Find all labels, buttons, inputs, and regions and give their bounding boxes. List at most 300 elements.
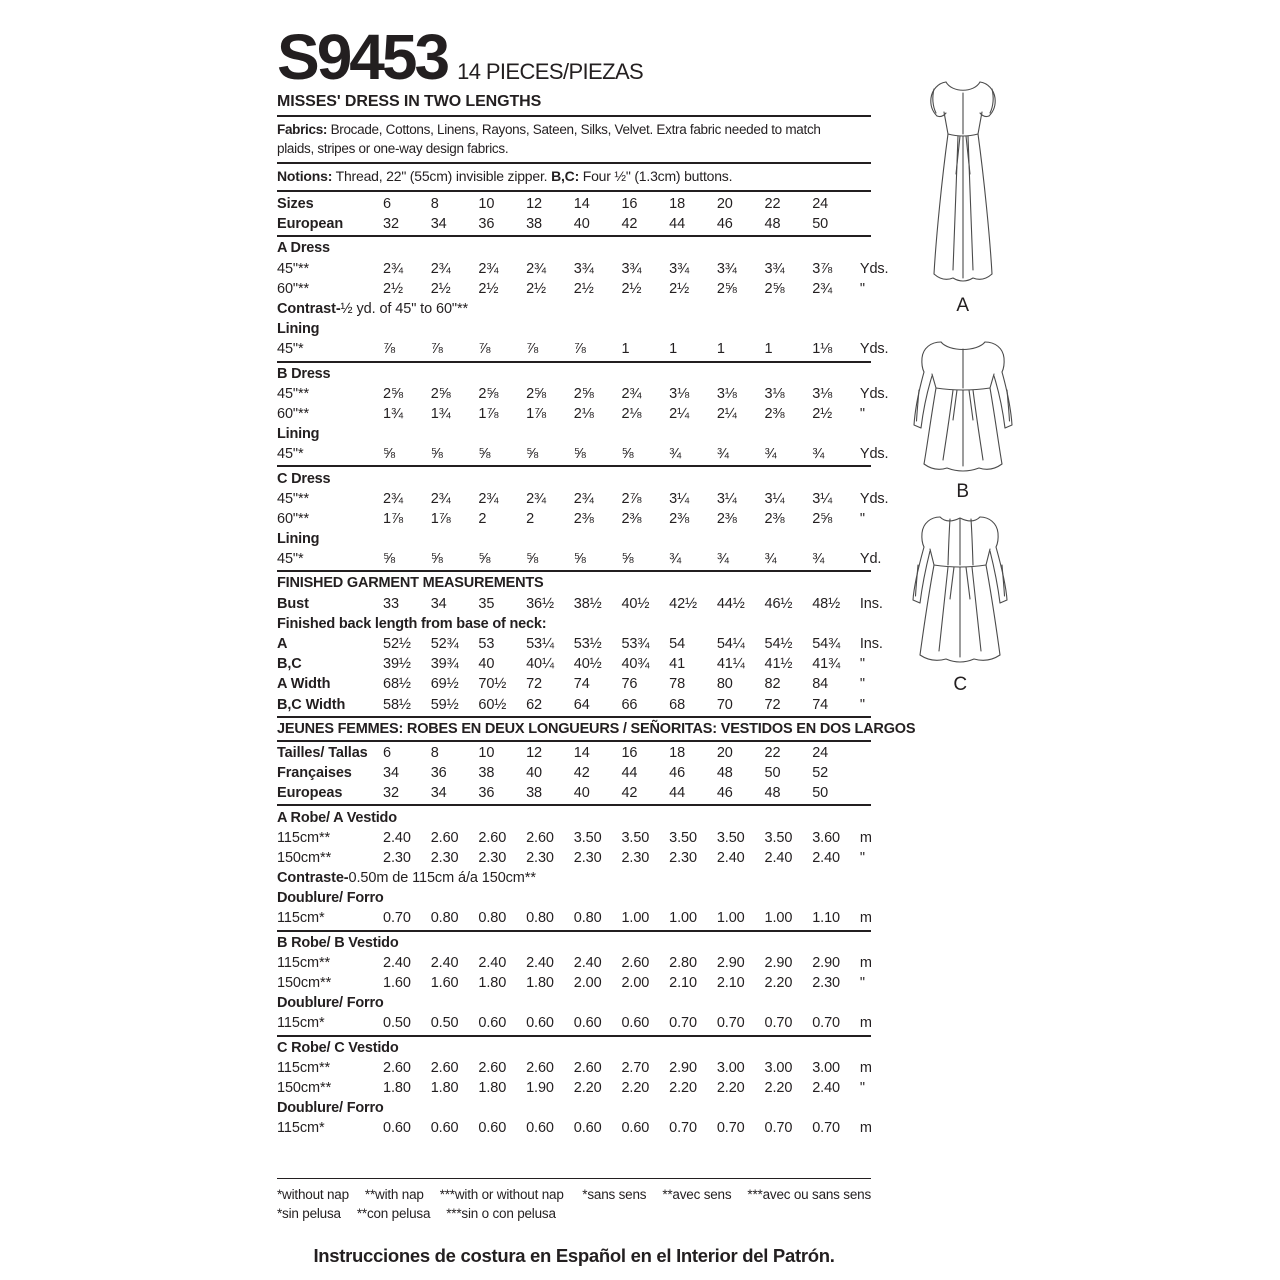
table-cell: 1.00	[764, 910, 793, 927]
table-cell: 2.40	[383, 829, 411, 846]
table-cell: 2⅞	[621, 490, 642, 507]
table-cell: 42	[621, 216, 638, 233]
table-cell: 50	[764, 765, 781, 782]
table-cell: 0.60	[621, 1120, 650, 1137]
table-cell: 2.40	[573, 954, 602, 971]
section-heading: Lining	[277, 531, 320, 548]
unit-cell: "	[859, 656, 865, 673]
table-cell: 39¾	[430, 656, 459, 673]
table-cell: 3¾	[716, 260, 737, 277]
table-row	[277, 654, 871, 674]
table-cell: 1	[669, 341, 678, 358]
table-cell: 76	[621, 676, 638, 693]
table-cell: 54¼	[716, 636, 745, 653]
table-cell: 0.80	[573, 910, 602, 927]
section-heading: Lining	[277, 426, 320, 443]
table-cell: 0.60	[383, 1120, 411, 1137]
table-cell: ¾	[716, 446, 729, 463]
table-cell: 2⅜	[716, 510, 737, 527]
table-cell: 2¾	[526, 260, 547, 277]
table-cell: 41	[669, 656, 686, 673]
table-cell: 10	[478, 196, 495, 213]
table-cell: 40	[478, 656, 495, 673]
table-cell: 48½	[812, 595, 841, 612]
table-cell: 72	[764, 696, 781, 713]
table-cell: 2.00	[621, 975, 650, 992]
table-cell: 33	[383, 595, 399, 612]
table-cell: 2¾	[621, 385, 642, 402]
table-cell: 6	[383, 196, 391, 213]
table-cell: 2.40	[430, 954, 459, 971]
fabrics-line1: Fabrics: Brocade, Cottons, Linens, Rayons, Sateen, Silks, Velvet. Extra fabric needed to match	[277, 122, 821, 137]
table-cell: 44	[621, 765, 638, 782]
table-cell: ⅝	[383, 446, 395, 463]
table-cell: 22	[764, 196, 781, 213]
table-cell: 3.50	[573, 829, 602, 846]
table-row	[277, 1078, 871, 1098]
unit-cell: m	[859, 910, 872, 927]
unit-cell: Yds.	[859, 341, 889, 358]
table-cell: 14	[573, 196, 590, 213]
footnote-item: **avec sens	[662, 1187, 732, 1203]
table-cell: 2.00	[573, 975, 602, 992]
table-cell: 2.60	[478, 829, 507, 846]
table-cell: 36	[430, 765, 447, 782]
table-cell: 16	[621, 196, 638, 213]
dress-c-illustration	[893, 503, 1028, 671]
table-cell: 2.60	[478, 1059, 507, 1076]
section-heading: C Dress	[277, 470, 331, 487]
table-cell: 53	[478, 636, 495, 653]
table-cell: 2.30	[669, 849, 697, 866]
table-cell: 2.20	[764, 1079, 793, 1096]
table-row	[277, 1013, 871, 1033]
table-cell: 52¾	[430, 636, 459, 653]
table-cell: 0.60	[573, 1015, 602, 1032]
table-cell: 42½	[669, 595, 698, 612]
table-cell: 0.60	[478, 1015, 507, 1032]
row-label: 45"**	[277, 260, 310, 277]
table-cell: ⅝	[621, 551, 634, 568]
table-cell: ¾	[716, 551, 729, 568]
section-heading: C Robe/ C Vestido	[277, 1039, 399, 1056]
table-cell: 39½	[383, 656, 411, 673]
unit-cell: m	[859, 1015, 872, 1032]
table-cell: 2¾	[383, 260, 403, 277]
row-label: 60"**	[277, 280, 310, 297]
table-cell: 82	[764, 676, 781, 693]
table-cell: 48	[764, 785, 781, 802]
pattern-number: S9453	[277, 21, 448, 93]
table-cell: 54	[669, 636, 686, 653]
section-heading: A Dress	[277, 240, 330, 257]
row-label: 45"*	[277, 341, 304, 358]
table-cell: 50	[812, 216, 829, 233]
table-cell: 1.90	[526, 1079, 554, 1096]
notions-bc-label: B,C:	[551, 168, 580, 184]
table-cell: 1.60	[383, 975, 411, 992]
table-cell: 3.60	[812, 829, 841, 846]
table-cell: 2½	[430, 280, 451, 297]
table-cell: 60½	[478, 696, 507, 713]
table-cell: ⅝	[573, 551, 586, 568]
table-cell: ⅝	[478, 446, 491, 463]
section-heading: B Dress	[277, 365, 331, 382]
table-cell: 72	[526, 676, 542, 693]
pattern-envelope-back	[277, 21, 916, 1267]
unit-cell: "	[859, 696, 865, 713]
table-cell: 2.20	[573, 1079, 602, 1096]
table-cell: 32	[383, 216, 399, 233]
table-cell: 20	[716, 744, 733, 761]
table-cell: 44	[669, 216, 686, 233]
section-divider	[277, 465, 871, 467]
table-cell: 2¾	[573, 490, 594, 507]
table-cell: 3.00	[716, 1059, 745, 1076]
table-cell: 0.50	[383, 1015, 411, 1032]
row-label: 150cm**	[277, 849, 332, 866]
table-row	[277, 1058, 871, 1078]
table-cell: 24	[812, 196, 829, 213]
table-cell: 48	[716, 765, 733, 782]
table-cell: 1¾	[383, 405, 403, 422]
table-cell: 3⅛	[669, 385, 690, 402]
section-heading: Doublure/ Forro	[277, 890, 384, 907]
table-cell: 2⅝	[383, 385, 403, 402]
unit-cell: m	[859, 1120, 872, 1137]
table-cell: 2.60	[526, 1059, 554, 1076]
table-cell: 8	[430, 196, 439, 213]
table-cell: ¾	[669, 551, 682, 568]
table-cell: 2½	[478, 280, 499, 297]
table-cell: 3.50	[764, 829, 793, 846]
dress-b-figure	[893, 332, 1033, 503]
footnote-group-spanish	[277, 1204, 556, 1223]
table-cell: 2.60	[430, 829, 459, 846]
section-heading: JEUNES FEMMES: ROBES EN DEUX LONGUEURS / SEÑORITAS: VESTIDOS EN DOS LARGOS	[277, 720, 916, 737]
table-cell: 2⅜	[573, 510, 594, 527]
table-cell: 2.40	[812, 849, 841, 866]
table-cell: 58½	[383, 696, 411, 713]
unit-cell: Yd.	[859, 551, 882, 568]
table-cell: 8	[430, 744, 439, 761]
table-cell: ⅞	[573, 341, 586, 358]
table-cell: 36	[478, 216, 495, 233]
table-cell: 34	[430, 785, 447, 802]
spanish-instructions-note: Instrucciones de costura en Español en el Interior del Patrón.	[313, 1245, 835, 1267]
table-cell: 3¼	[669, 490, 690, 507]
table-cell: 2⅜	[764, 405, 785, 422]
table-cell: 2½	[621, 280, 642, 297]
table-cell: 1	[716, 341, 725, 358]
table-row	[277, 259, 889, 279]
table-cell: 2¾	[430, 490, 451, 507]
table-row	[277, 509, 871, 529]
row-label: 150cm**	[277, 1079, 332, 1096]
table-row	[277, 384, 889, 404]
table-row	[277, 908, 871, 928]
table-row	[277, 214, 871, 234]
table-cell: 0.80	[526, 910, 554, 927]
table-cell: 2.30	[383, 849, 411, 866]
table-cell: 2	[526, 510, 535, 527]
table-row	[277, 489, 889, 509]
table-cell: 3¼	[812, 490, 833, 507]
table-cell: ⅝	[478, 551, 491, 568]
measurement-table	[277, 194, 916, 1138]
row-label: Europeas	[277, 785, 343, 802]
table-row	[277, 763, 871, 783]
table-cell: 2.60	[526, 829, 554, 846]
table-row	[277, 953, 871, 973]
table-cell: 36½	[526, 595, 554, 612]
dress-b-illustration	[898, 332, 1028, 478]
row-label: A Width	[277, 676, 331, 693]
table-cell: 0.70	[812, 1015, 841, 1032]
table-row	[277, 594, 883, 614]
footnote-item: ***sin o con pelusa	[446, 1206, 556, 1222]
unit-cell: Yds.	[859, 385, 889, 402]
row-label: 60"**	[277, 405, 310, 422]
table-cell: 2.30	[478, 849, 507, 866]
table-row	[277, 848, 871, 868]
table-row	[277, 695, 871, 715]
table-cell: 40½	[573, 656, 602, 673]
table-cell: 16	[621, 744, 638, 761]
table-cell: 3¼	[764, 490, 785, 507]
table-cell: 2⅝	[573, 385, 594, 402]
table-cell: 1.10	[812, 910, 841, 927]
footnote-item: **with nap	[364, 1187, 424, 1203]
table-cell: ¾	[812, 551, 825, 568]
table-cell: 3¾	[621, 260, 642, 277]
table-cell: 59½	[430, 696, 459, 713]
footnote-item: *without nap	[277, 1187, 349, 1203]
table-row	[277, 404, 871, 424]
table-cell: ⅞	[478, 341, 491, 358]
table-row	[277, 973, 871, 993]
row-label: 45"**	[277, 385, 310, 402]
section-divider	[277, 361, 871, 363]
table-cell: 22	[764, 744, 781, 761]
table-cell: 0.50	[430, 1015, 459, 1032]
table-cell: 52½	[383, 636, 411, 653]
table-cell: 3¾	[764, 260, 785, 277]
table-cell: 2½	[526, 280, 547, 297]
table-cell: 2¾	[478, 260, 499, 277]
table-cell: 0.60	[526, 1120, 554, 1137]
table-cell: 40½	[621, 595, 650, 612]
table-cell: 38	[478, 765, 495, 782]
unit-cell: Yds.	[859, 490, 889, 507]
table-cell: ⅝	[383, 551, 395, 568]
table-cell: 41¼	[716, 656, 745, 673]
row-label: 45"*	[277, 551, 304, 568]
table-row	[277, 783, 871, 803]
table-cell: 2.90	[764, 954, 793, 971]
table-cell: 14	[573, 744, 590, 761]
table-cell: 2.60	[430, 1059, 459, 1076]
table-cell: 46	[716, 216, 733, 233]
table-cell: 2.30	[573, 849, 602, 866]
table-cell: 0.70	[669, 1015, 697, 1032]
table-cell: 3.50	[716, 829, 745, 846]
table-cell: 40	[573, 785, 590, 802]
table-cell: 2⅛	[573, 405, 594, 422]
row-label: B,C	[277, 656, 302, 673]
section-divider	[277, 930, 871, 932]
table-cell: 44	[669, 785, 686, 802]
note-label: Contrast-	[277, 301, 341, 318]
table-cell: 66	[621, 696, 638, 713]
table-cell: 2.30	[526, 849, 554, 866]
note-row: Contraste- 0.50m de 115cm á/a 150cm**	[277, 870, 536, 887]
table-cell: 3.50	[669, 829, 697, 846]
table-cell: 68	[669, 696, 686, 713]
table-cell: 1.80	[478, 975, 507, 992]
table-cell: 3.00	[764, 1059, 793, 1076]
table-cell: 20	[716, 196, 733, 213]
table-cell: 6	[383, 744, 391, 761]
table-row	[277, 743, 871, 763]
section-heading: A Robe/ A Vestido	[277, 809, 397, 826]
row-label: Tailles/ Tallas	[277, 744, 368, 761]
table-cell: 42	[573, 765, 590, 782]
unit-cell: "	[859, 1079, 865, 1096]
table-cell: 2.60	[621, 954, 650, 971]
footnotes	[277, 1178, 871, 1267]
row-label: Sizes	[277, 196, 314, 213]
table-cell: 38	[526, 216, 542, 233]
row-label: 115cm**	[277, 954, 331, 971]
table-row	[277, 828, 871, 848]
unit-cell: "	[859, 975, 865, 992]
unit-cell: "	[859, 849, 865, 866]
footnote-group-english	[277, 1185, 564, 1204]
table-cell: 24	[812, 744, 829, 761]
note-label: Contraste-	[277, 870, 349, 887]
table-cell: 70½	[478, 676, 507, 693]
table-cell: 2.90	[669, 1059, 697, 1076]
fabrics-line2: plaids, stripes or one-way design fabrics.	[277, 141, 509, 156]
table-cell: 2⅜	[764, 510, 785, 527]
table-cell: 69½	[430, 676, 459, 693]
table-cell: 84	[812, 676, 829, 693]
table-cell: ⅝	[526, 446, 539, 463]
note-row: Contrast- ½ yd. of 45" to 60"**	[277, 301, 469, 318]
table-cell: 2.40	[383, 954, 411, 971]
table-cell: 2.40	[812, 1079, 841, 1096]
footnote-row-1	[277, 1185, 871, 1204]
footnote-item: **con pelusa	[356, 1206, 431, 1222]
table-cell: 2¼	[716, 405, 737, 422]
dress-c-label: C	[953, 674, 968, 695]
fabrics-section	[277, 117, 871, 164]
unit-cell: Yds.	[859, 446, 889, 463]
row-label: 45"*	[277, 446, 304, 463]
table-cell: 44½	[716, 595, 745, 612]
table-cell: 2.40	[478, 954, 507, 971]
unit-cell: Yds.	[859, 260, 889, 277]
table-cell: 40¼	[526, 656, 554, 673]
table-cell: 54½	[764, 636, 793, 653]
table-cell: 1¾	[430, 405, 451, 422]
table-cell: 40	[526, 765, 542, 782]
footnote-item: ***avec ou sans sens	[747, 1187, 871, 1203]
table-cell: 35	[478, 595, 495, 612]
table-cell: 2⅝	[764, 280, 785, 297]
table-cell: ⅝	[526, 551, 539, 568]
table-cell: 3⅛	[812, 385, 833, 402]
section-divider	[277, 570, 871, 572]
table-cell: 2.90	[716, 954, 745, 971]
table-cell: 41¾	[812, 656, 841, 673]
table-row	[277, 279, 871, 299]
unit-cell: "	[859, 405, 865, 422]
table-cell: 34	[430, 595, 447, 612]
unit-cell: Ins.	[859, 595, 883, 612]
table-cell: 0.60	[430, 1120, 459, 1137]
footnote-item: ***with or without nap	[439, 1187, 564, 1203]
table-cell: 0.80	[430, 910, 459, 927]
table-row	[277, 339, 889, 359]
unit-cell: m	[859, 954, 872, 971]
table-cell: 42	[621, 785, 638, 802]
table-cell: 0.70	[764, 1120, 793, 1137]
table-cell: 34	[383, 765, 399, 782]
table-cell: 2.40	[764, 849, 793, 866]
table-cell: 1.80	[430, 1079, 459, 1096]
section-heading: Doublure/ Forro	[277, 995, 384, 1012]
table-cell: ⅞	[430, 341, 443, 358]
row-label: 150cm**	[277, 975, 332, 992]
table-cell: 1⅛	[812, 341, 833, 358]
table-cell: 2.20	[669, 1079, 697, 1096]
section-heading: FINISHED GARMENT MEASUREMENTS	[277, 575, 544, 592]
table-cell: 2	[478, 510, 487, 527]
table-cell: 53½	[573, 636, 602, 653]
table-cell: 64	[573, 696, 590, 713]
table-cell: ⅞	[383, 341, 395, 358]
table-cell: 74	[812, 696, 829, 713]
table-cell: 74	[573, 676, 590, 693]
table-cell: 2⅛	[621, 405, 642, 422]
fabrics-label: Fabrics:	[277, 122, 328, 137]
table-row	[277, 194, 871, 214]
table-cell: 3.00	[812, 1059, 841, 1076]
table-cell: 2¾	[812, 280, 833, 297]
table-cell: 2.30	[621, 849, 650, 866]
table-cell: 0.70	[812, 1120, 841, 1137]
dress-c-figure	[888, 503, 1033, 696]
table-cell: 78	[669, 676, 686, 693]
table-cell: 0.70	[716, 1015, 745, 1032]
table-cell: 1.80	[478, 1079, 507, 1096]
unit-cell: "	[859, 510, 865, 527]
table-cell: 52	[812, 765, 829, 782]
table-cell: 2⅝	[812, 510, 833, 527]
section-divider	[277, 804, 871, 806]
table-cell: 1	[621, 341, 630, 358]
section-heading: Doublure/ Forro	[277, 1100, 384, 1117]
table-cell: 2.80	[669, 954, 697, 971]
table-cell: ⅝	[430, 551, 443, 568]
table-cell: ¾	[812, 446, 825, 463]
table-cell: 1	[764, 341, 773, 358]
table-cell: 12	[526, 744, 542, 761]
table-cell: 46½	[764, 595, 793, 612]
table-cell: 3⅛	[764, 385, 785, 402]
